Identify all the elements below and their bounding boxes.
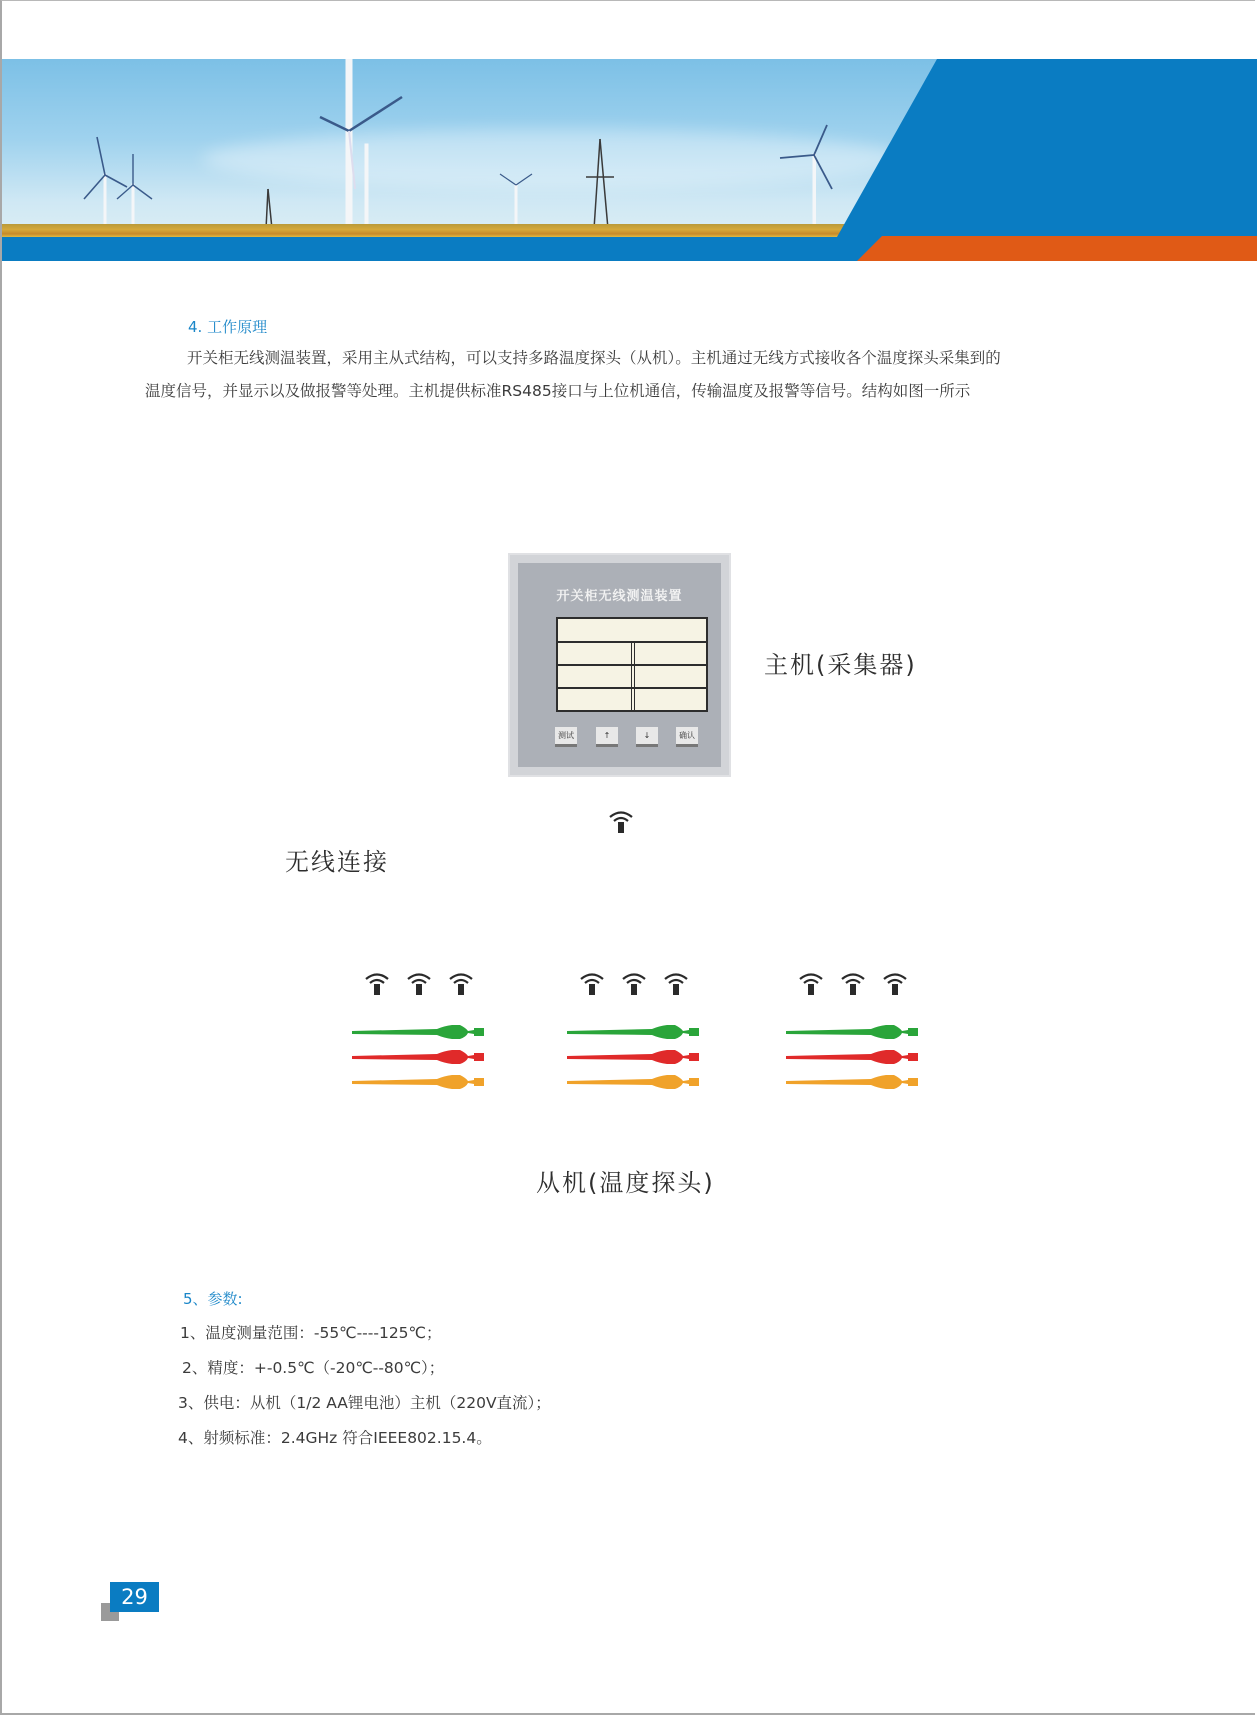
section-4-heading: 4. 工作原理 [188,318,268,336]
paragraph-line-2: 温度信号，并显示以及做报警等处理。主机提供标准RS485接口与上位机通信，传输温度及报警等信号。结构如图一所示 [145,382,971,400]
slave-label: 从机(温度探头) [536,1169,715,1197]
wifi-signal-icon [663,970,689,996]
section-4-paragraph [145,342,1125,408]
param-item: 3、供电：从机（1/2 AA锂电池）主机（220V直流）； [178,1394,551,1412]
page-number: 29 [110,1582,159,1612]
wifi-signal-icon [579,970,605,996]
device-confirm-button: 确认 [676,727,698,747]
param-item: 2、精度：+-0.5℃（-20℃--80℃）； [182,1359,445,1377]
wifi-signal-icon [840,970,866,996]
wifi-signal-icon [364,970,390,996]
wind-turbines-illustration [2,59,902,237]
wifi-signal-icon [608,808,634,834]
master-label: 主机(采集器) [764,651,917,679]
banner-orange-panel [857,236,1257,261]
wireless-connection-label: 无线连接 [285,848,389,876]
temperature-probe-icon [567,1024,699,1040]
wifi-signal-icon [406,970,432,996]
temperature-probe-icon [786,1024,918,1040]
temperature-probe-icon [567,1074,699,1090]
temperature-probe-icon [352,1049,484,1065]
param-item: 4、射频标准：2.4GHz 符合IEEE802.15.4。 [178,1429,492,1447]
section-5-heading: 5、参数: [183,1290,243,1308]
temperature-probe-icon [567,1049,699,1065]
header-banner [2,59,1257,261]
device-display-screen [556,617,708,712]
temperature-probe-icon [786,1074,918,1090]
wifi-signal-icon [621,970,647,996]
device-title: 开关柜无线测温装置 [556,589,683,604]
device-down-button: ↓ [636,727,658,747]
temperature-probe-icon [352,1074,484,1090]
master-device-illustration [508,553,731,777]
wifi-signal-icon [882,970,908,996]
temperature-probe-icon [786,1049,918,1065]
device-up-button: ↑ [596,727,618,747]
paragraph-line-1: 开关柜无线测温装置，采用主从式结构，可以支持多路温度探头（从机）。主机通过无线方式接收各个温度探头采集到的 [187,349,1001,367]
device-test-button: 测试 [555,727,577,747]
temperature-probe-icon [352,1024,484,1040]
wifi-signal-icon [798,970,824,996]
wifi-signal-icon [448,970,474,996]
param-item: 1、温度测量范围：-55℃----125℃； [180,1324,442,1342]
